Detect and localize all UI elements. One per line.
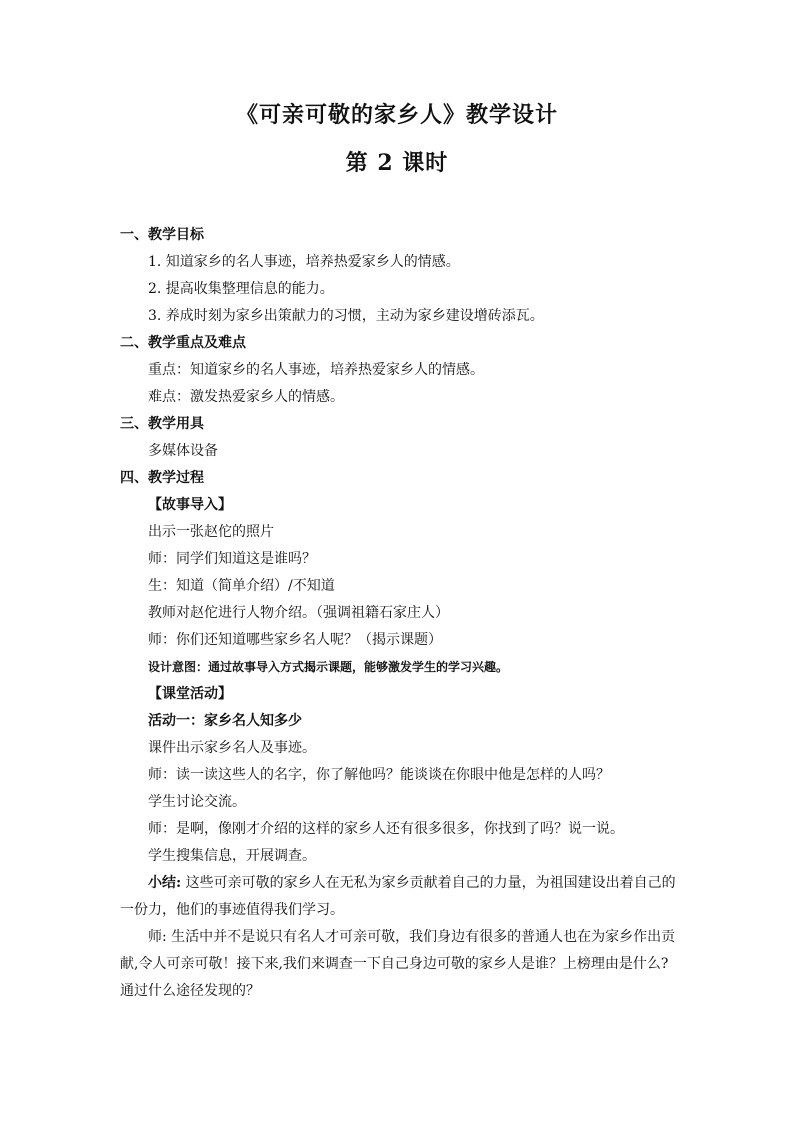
- story-line: 教师对赵佗进行人物介绍。（强调祖籍石家庄人）: [148, 605, 449, 621]
- story-line: 生：知道（简单介绍）/不知道: [148, 578, 335, 594]
- class-activity-heading: 【课堂活动】: [148, 686, 232, 702]
- activity-line: 学生搜集信息，开展调查。: [148, 848, 316, 864]
- story-line: 师：同学们知道这是谁吗？: [148, 551, 316, 567]
- difficulty-item: 难点：激发热爱家乡人的情感。: [148, 389, 344, 405]
- objective-item: 1. 知道家乡的名人事迹，培养热爱家乡人的情感。: [148, 254, 460, 270]
- section-heading-objectives: 一、教学目标: [120, 227, 204, 243]
- page-subtitle: 第 2 课时: [345, 150, 449, 176]
- story-line: 师：你们还知道哪些家乡名人呢？（揭示课题）: [148, 632, 442, 648]
- objective-item: 3. 养成时刻为家乡出策献力的习惯，主动为家乡建设增砖添瓦。: [148, 308, 544, 324]
- objective-item: 2. 提高收集整理信息的能力。: [148, 281, 334, 297]
- activity-one-heading: 活动一：家乡名人知多少: [148, 713, 302, 729]
- summary-text: 这些可亲可敬的家乡人在无私为家乡贡献着自己的力量，为祖国建设出着自己的一份力，他们的事迹值得我们学习。: [120, 875, 676, 918]
- closing-paragraph: 师: 生活中并不是说只有名人才可亲可敬，我们身边有很多的普通人也在为家乡作出贡献,令人可亲可敬！接下来,我们来调查一下自己身边可敬的家乡人是谁？上榜理由是什么?通过什么途径发现的？: [120, 929, 676, 999]
- activity-line: 学生讨论交流。: [148, 794, 246, 810]
- section-heading-key-points: 二、教学重点及难点: [120, 335, 246, 351]
- story-intro-heading: 【故事导入】: [148, 497, 232, 513]
- activity-line: 课件出示家乡名人及事迹。: [148, 740, 316, 756]
- story-line: 出示一张赵佗的照片: [148, 524, 274, 540]
- key-point-item: 重点：知道家乡的名人事迹，培养热爱家乡人的情感。: [148, 362, 484, 378]
- tool-item: 多媒体设备: [148, 443, 218, 459]
- activity-line: 师：读一读这些人的名字，你了解他吗？能谈谈在你眼中他是怎样的人吗？: [148, 767, 610, 783]
- summary-paragraph: [120, 870, 680, 924]
- design-intent-note: 设计意图：通过故事导入方式揭示课题，能够激发学生的学习兴趣。: [148, 660, 509, 674]
- summary-lead: 小结:: [148, 875, 182, 891]
- section-heading-process: 四、教学过程: [120, 470, 204, 486]
- document-body: [120, 222, 680, 1005]
- section-heading-tools: 三、教学用具: [120, 416, 204, 432]
- page-title: 《可亲可敬的家乡人》教学设计: [235, 102, 558, 128]
- activity-line: 师：是啊，像刚才介绍的这样的家乡人还有很多很多，你找到了吗？说一说。: [148, 821, 624, 837]
